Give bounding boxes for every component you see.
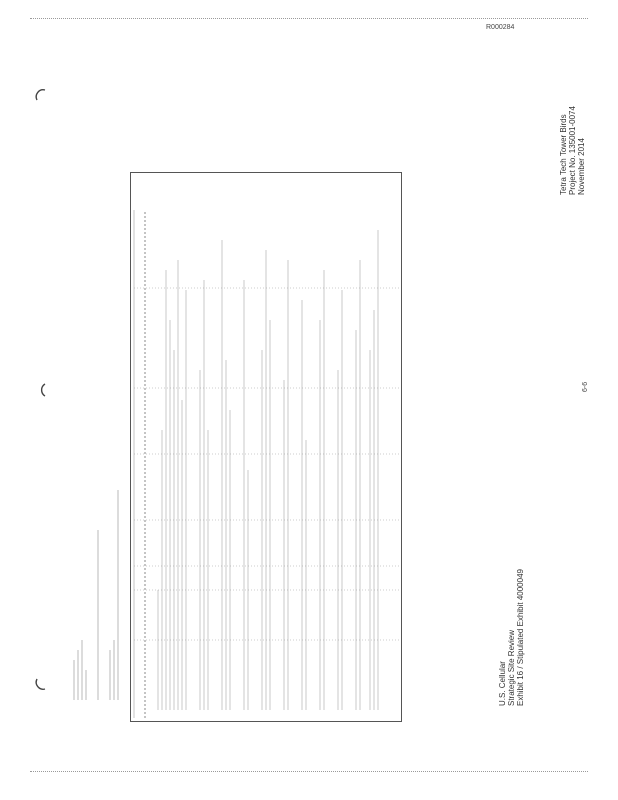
client-name: U.S. Cellular (498, 661, 507, 706)
project-number: Project No. 135001-0074 (568, 106, 577, 195)
middle-hole-punch-icon (33, 382, 49, 398)
bottom-hole-punch-icon (33, 676, 49, 692)
exhibit-reference: Exhibit 16 / Stipulated Exhibit 4000049 (516, 569, 525, 706)
bottom-dotted-border (30, 771, 588, 772)
top-dotted-border (30, 18, 588, 19)
bates-number: R000284 (486, 24, 515, 31)
document-subtitle: Strategic Site Review (507, 629, 516, 706)
report-date: November 2014 (577, 138, 586, 195)
top-hole-punch-icon (33, 88, 49, 104)
report-title: Tetra Tech Tower Birds (559, 114, 568, 195)
page-number: 6-6 (582, 381, 589, 392)
report-header (559, 106, 586, 195)
document-footer (498, 569, 525, 706)
table-content-illegible (70, 170, 410, 730)
